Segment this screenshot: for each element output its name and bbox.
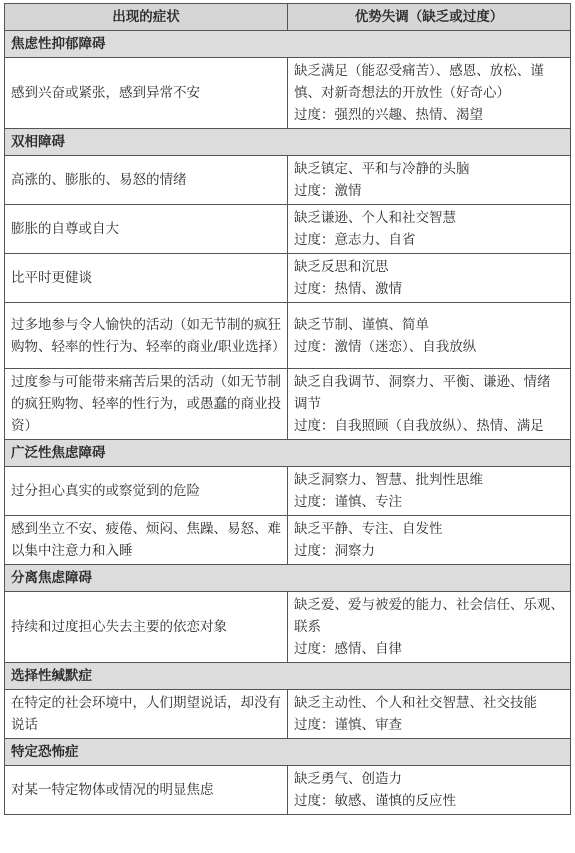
strength-imbalance-cell: [288, 303, 571, 369]
symptom-cell: 对某一特定物体或情况的明显焦虑: [5, 766, 288, 815]
section-title: 广泛性焦虑障碍: [5, 440, 571, 467]
strength-imbalance-cell: [288, 58, 571, 129]
section-title: 双相障碍: [5, 129, 571, 156]
excess-line: 过度：谨慎、专注: [294, 494, 402, 510]
table-row: [5, 766, 571, 815]
strength-imbalance-cell: [288, 156, 571, 205]
table-header-row: [5, 4, 571, 31]
excess-line: 过度：意志力、自省: [294, 232, 416, 248]
section-title: 焦虑性抑郁障碍: [5, 31, 571, 58]
section-header-row: [5, 31, 571, 58]
section-title: 选择性缄默症: [5, 663, 571, 690]
table-row: [5, 467, 571, 516]
excess-line: 过度：强烈的兴趣、热情、渴望: [294, 107, 483, 123]
table-row: [5, 592, 571, 663]
table-row: [5, 690, 571, 739]
table-row: [5, 58, 571, 129]
table-row: [5, 303, 571, 369]
excess-line: 过度：感情、自律: [294, 641, 402, 657]
lack-line: 缺乏爱、爱与被爱的能力、社会信任、乐观、: [294, 597, 564, 613]
lack-line: 缺乏反思和沉思: [294, 259, 389, 275]
section-header-row: [5, 663, 571, 690]
excess-line: 过度：激情: [294, 183, 362, 199]
lack-line: 缺乏自我调节、洞察力、平衡、谦逊、情绪: [294, 374, 551, 390]
lack-line: 缺乏谦逊、个人和社交智慧: [294, 210, 456, 226]
lack-line: 调节: [294, 396, 321, 412]
lack-line: 缺乏平静、专注、自发性: [294, 521, 443, 537]
strength-imbalance-cell: [288, 205, 571, 254]
symptom-cell: 比平时更健谈: [5, 254, 288, 303]
excess-line: 过度：热情、激情: [294, 281, 402, 297]
strength-imbalance-cell: [288, 766, 571, 815]
excess-line: 过度：敏感、谨慎的反应性: [294, 793, 456, 809]
strength-imbalance-cell: [288, 254, 571, 303]
strength-imbalance-cell: [288, 690, 571, 739]
table-row: [5, 156, 571, 205]
lack-line: 缺乏节制、谨慎、简单: [294, 316, 429, 333]
lack-line: 缺乏勇气、创造力: [294, 771, 402, 787]
lack-line: 缺乏满足（能忍受痛苦）、感恩、放松、谨: [294, 63, 544, 79]
header-symptom: 出现的症状: [5, 4, 288, 31]
excess-line: 过度：洞察力: [294, 543, 375, 559]
symptom-cell: 在特定的社会环境中，人们期望说话，却没有说话: [5, 690, 288, 739]
strength-imbalance-cell: [288, 467, 571, 516]
strength-imbalance-cell: [288, 369, 571, 440]
excess-line: 过度：自我照顾（自我放纵）、热情、满足: [294, 418, 544, 434]
strength-imbalance-cell: [288, 516, 571, 565]
lack-line: 缺乏洞察力、智慧、批判性思维: [294, 472, 483, 488]
lack-line: 慎、对新奇想法的开放性（好奇心）: [294, 85, 510, 101]
section-header-row: [5, 565, 571, 592]
lack-line: 联系: [294, 619, 321, 635]
symptom-strength-table: [4, 3, 571, 815]
symptom-cell: 持续和过度担心失去主要的依恋对象: [5, 592, 288, 663]
table-row: [5, 369, 571, 440]
excess-line: 过度：谨慎、审查: [294, 717, 402, 733]
section-title: 特定恐怖症: [5, 739, 571, 766]
table-row: [5, 205, 571, 254]
excess-line: 过度：激情（迷恋）、自我放纵: [294, 338, 477, 355]
symptom-cell: 过分担心真实的或察觉到的危险: [5, 467, 288, 516]
lack-line: 缺乏主动性、个人和社交智慧、社交技能: [294, 695, 537, 711]
symptom-cell: 感到坐立不安、疲倦、烦闷、焦躁、易怒、难以集中注意力和入睡: [5, 516, 288, 565]
strength-imbalance-cell: [288, 592, 571, 663]
header-strength-imbalance: 优势失调（缺乏或过度）: [288, 4, 571, 31]
symptom-cell: 过度参与可能带来痛苦后果的活动（如无节制的疯狂购物、轻率的性行为，或愚蠢的商业投资）: [5, 369, 288, 440]
section-header-row: [5, 129, 571, 156]
table-body: [5, 31, 571, 815]
section-title: 分离焦虑障碍: [5, 565, 571, 592]
symptom-cell: 高涨的、膨胀的、易怒的情绪: [5, 156, 288, 205]
lack-line: 缺乏镇定、平和与冷静的头脑: [294, 161, 470, 177]
table-row: [5, 516, 571, 565]
section-header-row: [5, 739, 571, 766]
section-header-row: [5, 440, 571, 467]
symptom-strength-table-page: [4, 3, 571, 815]
table-row: [5, 254, 571, 303]
symptom-cell: 膨胀的自尊或自大: [5, 205, 288, 254]
symptom-cell: 过多地参与令人愉快的活动（如无节制的疯狂购物、轻率的性行为、轻率的商业/职业选择）: [5, 303, 288, 369]
symptom-cell: 感到兴奋或紧张，感到异常不安: [5, 58, 288, 129]
